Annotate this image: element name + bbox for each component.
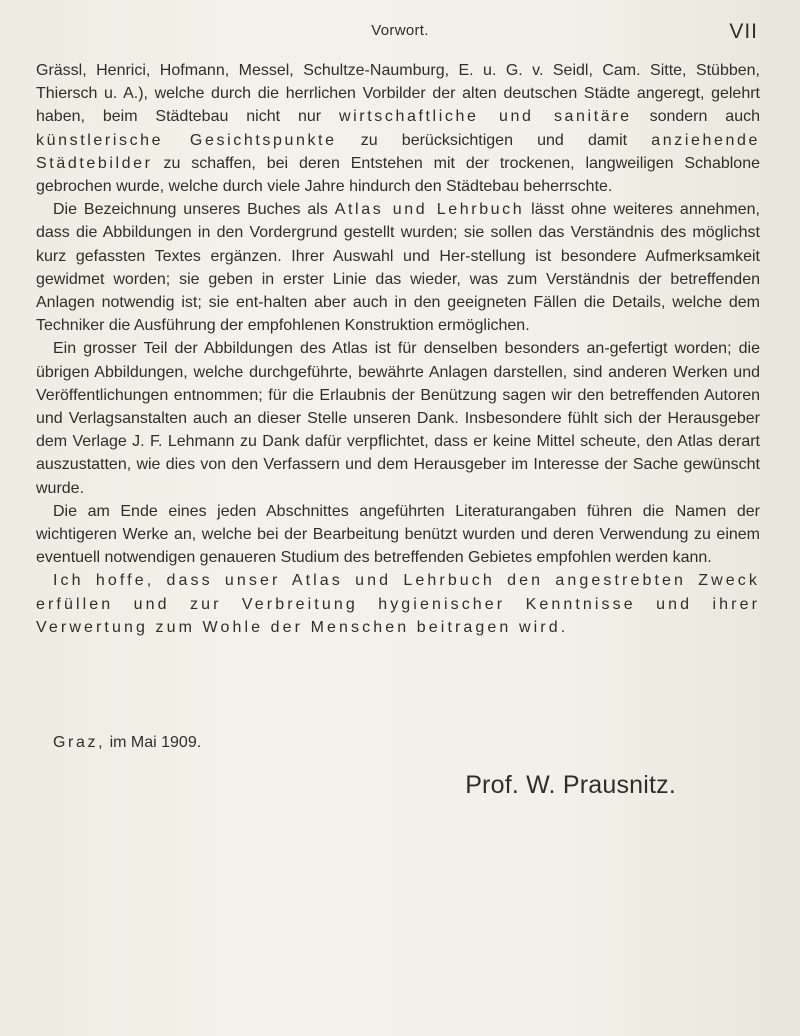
spaced-emphasis: Atlas und Lehrbuch	[334, 201, 525, 219]
paragraph-1	[36, 59, 760, 198]
paragraph-2	[36, 198, 760, 337]
text-run: lässt ohne weiteres annehmen, dass die Abbildungen in den Vordergrund gestellt wurden; sie sollen das Verständnis des möglichst kurz gefassten Textes ergänzen. Ihrer Auswahl und Her-stellung ist besondere Aufmerksamkeit gewidmet worden; sie geben in erster Linie das wieder, was zum Verständnis der betreffenden Anlagen notwendig ist; sie ent-halten aber auch in den geeigneten Fällen die Details, welche dem Techniker die Ausführung der empfohlenen Konstruktion ermöglichen.	[36, 201, 760, 335]
author-signature: Prof. W. Prausnitz.	[465, 771, 676, 799]
paragraph-5: Ich hoffe, dass unser Atlas und Lehrbuch den angestrebten Zweck erfüllen und zur Verbreitung hygienischer Kenntnisse und ihrer Verwertung zum Wohle der Menschen beitragen wird.	[36, 572, 760, 636]
running-head: Vorwort.	[371, 22, 429, 39]
text-run: Grässl, Henrici, Hofmann, Messel, Schultze-Naumburg, E. u. G. v. Seidl, Cam. Sitte, Stübben, Thiersch u. A.), welche durch die herrlichen Vorbilder der alten deutschen Städte angeregt, gelehrt haben, beim Städtebau nicht nur	[36, 62, 760, 126]
preface-body	[36, 59, 760, 639]
paragraph-3: Ein grosser Teil der Abbildungen des Atlas ist für denselben besonders an-gefertigt worden; die übrigen Abbildungen, welche durchgeführte, bewährte Anlagen darstellen, sind anderen Werken und Veröffentlichungen entnommen; für die Erlaubnis der Benützung sagen wir den betreffenden Autoren und Verlagsanstalten auch an dieser Stelle unseren Dank. Insbesondere fühlt sich der Herausgeber dem Verlage J. F. Lehmann zu Dank dafür verpflichtet, dass er keine Mittel scheute, den Atlas derart auszustatten, wie dies von den Verfassern und dem Herausgeber im Interesse der Sache gewünscht wurde.	[36, 340, 760, 497]
text-run: zu schaffen, bei deren Entstehen mit der trockenen, langweiligen Schablone gebrochen wurde, welche durch viele Jahre hindurch den Städtebau beherrschte.	[36, 154, 760, 196]
page-header	[0, 20, 800, 50]
place: Graz,	[53, 734, 106, 751]
spaced-emphasis: wirtschaftliche und sanitäre	[338, 108, 632, 126]
date: im Mai 1909.	[105, 734, 202, 751]
text-run: Die Bezeichnung unseres Buches als	[53, 201, 335, 219]
text-run: sondern auch	[631, 108, 760, 126]
page-number: VII	[729, 20, 758, 43]
spaced-emphasis: künstlerische Gesichtspunkte	[36, 131, 337, 149]
text-run: zu berücksichtigen und damit	[336, 131, 652, 149]
spaced-emphasis: anziehende Städtebilder	[36, 131, 760, 172]
dateline	[53, 734, 201, 752]
paragraph-4: Die am Ende eines jeden Abschnittes angeführten Literaturangaben führen die Namen der wichtigeren Werke an, welche bei der Bearbeitung benützt wurden und deren Verwendung zu einem eventuell notwendigen genaueren Studium des betreffenden Gebietes empfohlen werden kann.	[36, 502, 760, 567]
